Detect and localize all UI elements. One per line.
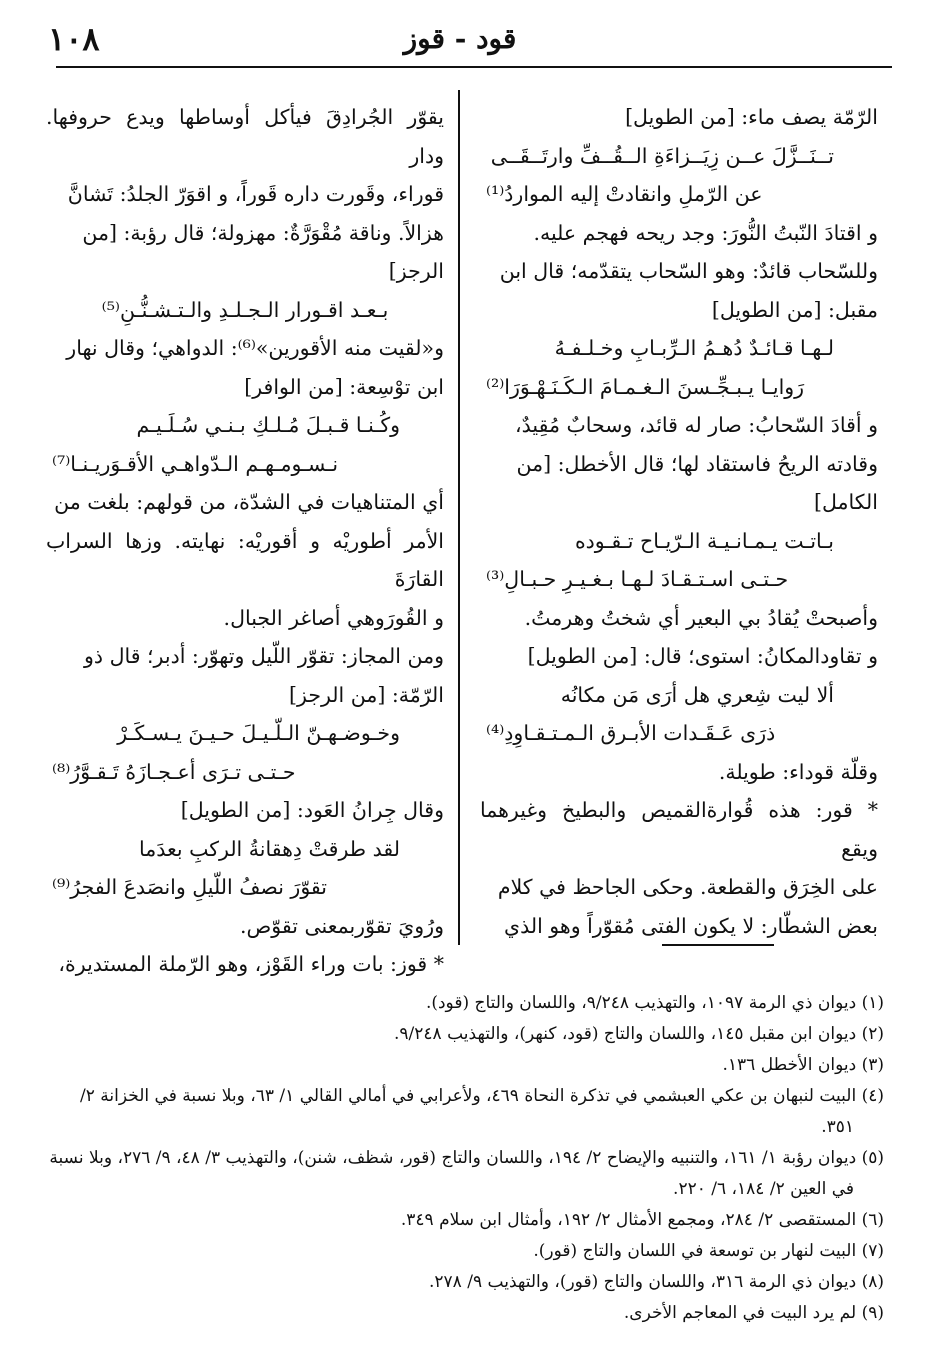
text-line: ورُويَ تقوّربمعنى تقوّص. <box>239 913 444 938</box>
footnote: (٢) ديوان ابن مقبل ١٤٥، واللسان والتاج (قود، كنهر)، والتهذيب ٩/٢٤٨. <box>394 1024 884 1044</box>
footnote: (٧) البيت لنهار بن توسعة في اللسان والتاج (قور). <box>533 1241 884 1261</box>
verse-hemistich: وكُـنـا قـبـلَ مُـلـكِ بـنـي سُـلَـيـم <box>136 413 400 437</box>
text-line: ومن المجاز: تقوّر اللّيل وتهوّر: أدبر؛ قال ذو <box>84 644 444 668</box>
text-line: و تقاودالمكانُ: استوى؛ قال: [من الطويل] <box>527 644 878 668</box>
text-line: الأمر أطوريْه و أقوريْه: نهايته. وزها السراب القارَةَ <box>46 528 444 591</box>
text-line: يقوّر الجُرادِقَ فيأكل أوساطها ويدع حروفها. ودار <box>46 105 444 168</box>
text-line: بعض الشطّار: لا يكون الفتى مُقوّراً وهو الذي <box>504 913 878 938</box>
text-line: * قوز: بات وراء القَوْز، وهو الرّملة المستديرة، <box>58 952 444 976</box>
text-line: أي المتناهيات في الشدّة، من قولهم: بلغت من <box>54 490 444 514</box>
running-title: قود - قوز <box>403 22 517 55</box>
verse-hemistich: بـاتـت يـمـانـيـة الـرّيـاح تـقـوده <box>574 528 834 553</box>
text-line: * قور: هذه قُوارةالقميص والبطيخ وغيرهما ويقع <box>480 798 878 861</box>
verse-hemistich: عن الرّملِ وانقادتْ إليه المواردُ⁽¹⁾ <box>486 182 763 206</box>
footnote: (١) ديوان ذي الرمة ١٠٩٧، والتهذيب ٩/٢٤٨، واللسان والتاج (قود). <box>425 993 884 1013</box>
verse-hemistich: وخـوضـهـنّ الـلّـيـلَ حـيـنَ يـسـكَـرْ <box>117 721 400 745</box>
text-line: و القُورَوهي أصاغر الجبال. <box>223 605 444 630</box>
verse-hemistich: ذرَى عَـقَـدات الأبـرق الـمـتـقـاوِدِ⁽⁴⁾ <box>486 721 776 745</box>
text-line: الكامل] <box>813 490 878 514</box>
header-rule <box>56 66 892 68</box>
text-line: و أقادَ السّحابُ: صار له قائد، وسحابٌ مُقِيدٌ، <box>515 413 878 437</box>
verse-hemistich: نـسـومـهـم الـدّواهـي الأقـوَريـنـا⁽⁷⁾ <box>52 451 339 476</box>
text-line: و اقتادَ النّبتُ النُّورَ: وجد ريحه فهجم عليه. <box>533 220 878 245</box>
column-divider <box>458 90 460 945</box>
text-line: على الخِرَق والقطعة. وحكى الجاحظ في كلام <box>497 875 878 899</box>
text-line: هزالاً. وناقة مُقْوَرَّةٌ: مهزولة؛ قال رؤبة: [من <box>82 220 444 245</box>
page-number: ١٠٨ <box>48 20 100 58</box>
text-line: وللسّحاب قائدٌ: وهو السّحاب يتقدّمه؛ قال ابن <box>499 259 878 283</box>
text-line: و«لقيت منه الأقورين»⁽⁶⁾: الدواهي؛ وقال نهار <box>66 336 444 360</box>
verse-hemistich: لـهـا قـائـدٌ دُهـمُ الـرِّبـابِ وخـلـفـهُ <box>554 336 834 360</box>
footnote: (٥) ديوان رؤبة ١/ ١٦١، والتنبيه والإيضاح ٢/ ١٩٤، واللسان والتاج (قور، شظف، شنن)، والتهذيب ٣/ ٤٨، ٩/ ٢٧٦، وبلا نسبة في العين ٢/ ١٨٤، ٦/ ٢٢٠. <box>49 1148 884 1199</box>
verse-hemistich: ألا ليت شِعري هل أرَى مَن مكانُه <box>560 682 834 707</box>
text-line: الرّمّة: [من الرجز] <box>289 682 444 707</box>
text-line: وأصبحتْ يُقادُ بي البعير أي شختُ وهرمتُ. <box>524 605 878 630</box>
text-line: الرجز] <box>388 259 444 283</box>
verse-hemistich: لقد طرقتْ دِهقانةُ الركبِ بعدَما <box>139 836 400 861</box>
verse-line: بـعـد اقـورار الـجـلـدِ والـتـشـنُّـنِ⁽⁵⁾ <box>101 297 389 322</box>
footnote: (٨) ديوان ذي الرمة ٣١٦، واللسان والتاج (قور)، والتهذيب ٩/ ٢٧٨. <box>429 1272 884 1292</box>
footnote-rule <box>662 944 774 946</box>
verse-hemistich: تقوّرَ نصفُ اللّيلِ وانصَدعَ الفجرُ⁽⁹⁾ <box>52 875 328 899</box>
footnote: (٦) المستقصى ٢/ ٢٨٤، ومجمع الأمثال ٢/ ١٩٢، وأمثال ابن سلام ٣٤٩. <box>400 1210 884 1230</box>
verse-hemistich: رَوايـا يـبـجِّـسنَ الـغـمـامَ الـكَـنَـهْـوَرَا⁽²⁾ <box>486 374 805 399</box>
footnote: (٩) لم يرد البيت في المعاجم الأخرى. <box>623 1303 884 1323</box>
verse-hemistich: حـتـى اسـتـقـادَ لـهـا بـغـيـرِ حـبـالِ⁽³⁾ <box>486 567 789 591</box>
footnote: (٣) ديوان الأخطل ١٣٦. <box>722 1055 884 1075</box>
left-column <box>46 98 444 984</box>
text-line: ابن توْسِعة: [من الوافر] <box>244 374 444 399</box>
text-line: الرّمّة يصف ماء: [من الطويل] <box>625 105 878 129</box>
text-line: وقادته الريحُ فاستقاد لها؛ قال الأخطل: [من <box>516 451 878 476</box>
footnote: (٤) البيت لنبهان بن عكي العبشمي في تذكرة النحاة ٤٦٩، ولأعرابي في أمالي القالي ١/ ٦٣، وبلا نسبة في الخزانة ٢/ ٣٥١. <box>80 1086 884 1137</box>
text-line: مقبل: [من الطويل] <box>711 297 878 322</box>
footnotes <box>46 988 884 1329</box>
right-column <box>480 98 878 945</box>
text-line: قوراء، وقَورت داره قَوراً، و اقوَرّ الجلدُ: تَشانَّ <box>67 182 444 206</box>
text-line: وقال جِرانُ العَود: [من الطويل] <box>180 798 444 822</box>
verse-hemistich: حـتـى تـرَى أعـجـازَهُ تَـقـوَّرُ⁽⁸⁾ <box>52 759 296 784</box>
verse-hemistich: تــنَــزَّلَ عــن زِيَــزاءَةِ الــقُــفِّ وارتَــقَــى <box>490 143 834 168</box>
text-line: وقلّة قوداء: طويلة. <box>718 759 878 784</box>
